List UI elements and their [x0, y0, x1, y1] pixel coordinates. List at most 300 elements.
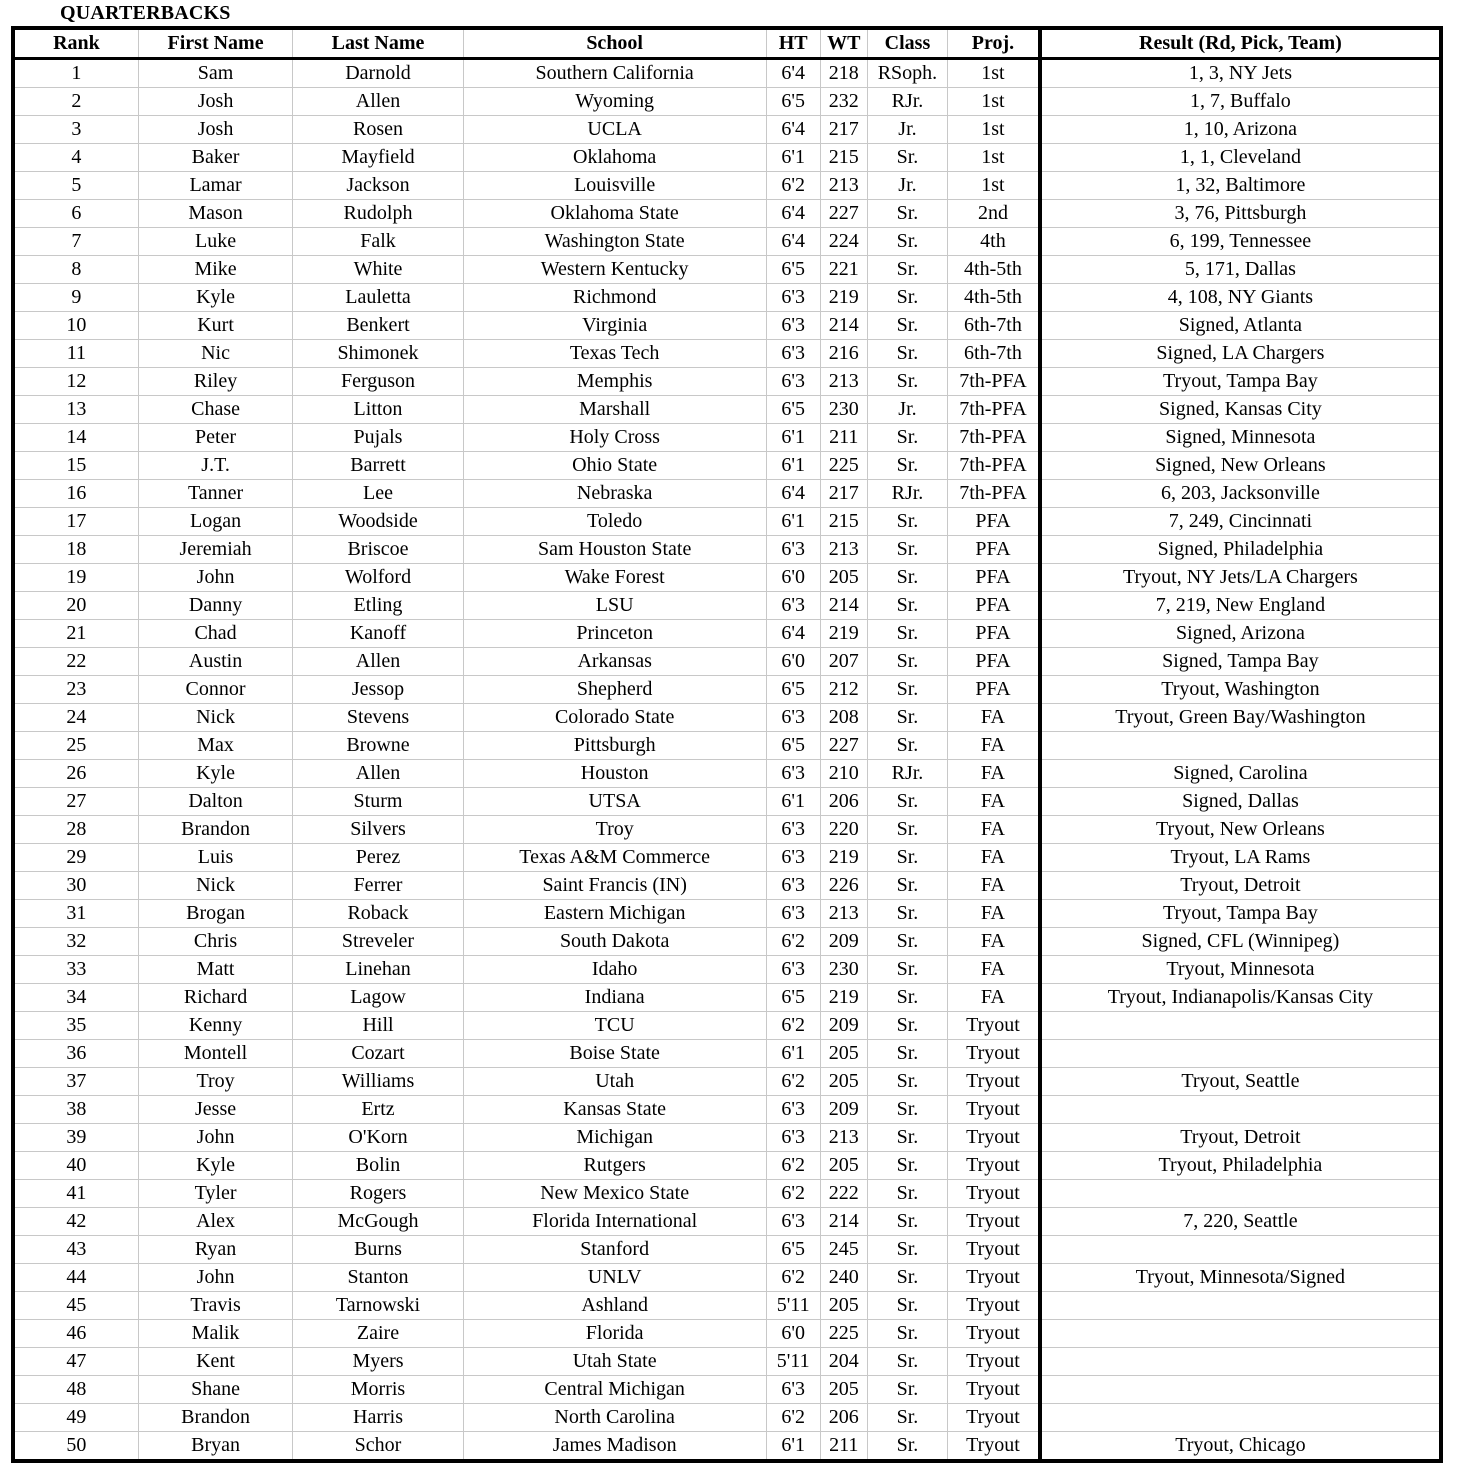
cell-weight: 210: [820, 760, 867, 788]
cell-result: 7, 220, Seattle: [1040, 1208, 1441, 1236]
cell-weight: 211: [820, 1432, 867, 1462]
table-row: [13, 116, 1441, 144]
cell-weight: 215: [820, 144, 867, 172]
cell-result: [1040, 1012, 1441, 1040]
cell-height: 6'4: [766, 228, 820, 256]
table-row: [13, 200, 1441, 228]
cell-result: 1, 1, Cleveland: [1040, 144, 1441, 172]
cell-rank: 26: [13, 760, 138, 788]
cell-class: Sr.: [867, 312, 947, 340]
table-row: [13, 1376, 1441, 1404]
cell-result: Tryout, NY Jets/LA Chargers: [1040, 564, 1441, 592]
cell-first-name: Chris: [138, 928, 292, 956]
cell-height: 6'5: [766, 984, 820, 1012]
table-row: [13, 984, 1441, 1012]
cell-rank: 28: [13, 816, 138, 844]
cell-projection: 6th-7th: [948, 340, 1040, 368]
cell-rank: 22: [13, 648, 138, 676]
table-row: [13, 340, 1441, 368]
cell-result: Signed, Philadelphia: [1040, 536, 1441, 564]
cell-projection: 4th-5th: [948, 284, 1040, 312]
cell-weight: 225: [820, 1320, 867, 1348]
cell-school: Colorado State: [463, 704, 766, 732]
cell-last-name: Jackson: [293, 172, 463, 200]
table-row: [13, 396, 1441, 424]
cell-last-name: Linehan: [293, 956, 463, 984]
cell-height: 6'3: [766, 1376, 820, 1404]
cell-last-name: Roback: [293, 900, 463, 928]
cell-class: Sr.: [867, 228, 947, 256]
cell-rank: 12: [13, 368, 138, 396]
cell-weight: 219: [820, 844, 867, 872]
cell-height: 6'1: [766, 788, 820, 816]
cell-height: 6'3: [766, 760, 820, 788]
cell-result: Tryout, Philadelphia: [1040, 1152, 1441, 1180]
table-row: [13, 1124, 1441, 1152]
cell-weight: 213: [820, 536, 867, 564]
cell-first-name: Mike: [138, 256, 292, 284]
cell-projection: 1st: [948, 116, 1040, 144]
cell-last-name: Stevens: [293, 704, 463, 732]
cell-projection: FA: [948, 844, 1040, 872]
table-row: [13, 1012, 1441, 1040]
cell-first-name: Kyle: [138, 284, 292, 312]
cell-weight: 219: [820, 984, 867, 1012]
cell-school: Shepherd: [463, 676, 766, 704]
cell-last-name: Williams: [293, 1068, 463, 1096]
table-row: [13, 88, 1441, 116]
cell-weight: 205: [820, 1040, 867, 1068]
cell-projection: PFA: [948, 592, 1040, 620]
cell-height: 5'11: [766, 1348, 820, 1376]
cell-last-name: Ferrer: [293, 872, 463, 900]
cell-result: Tryout, Washington: [1040, 676, 1441, 704]
cell-result: 1, 3, NY Jets: [1040, 59, 1441, 88]
table-row: [13, 480, 1441, 508]
cell-result: Tryout, Detroit: [1040, 872, 1441, 900]
cell-projection: 7th-PFA: [948, 480, 1040, 508]
table-row: [13, 760, 1441, 788]
cell-projection: Tryout: [948, 1096, 1040, 1124]
table-row: [13, 1404, 1441, 1432]
cell-class: Sr.: [867, 1012, 947, 1040]
cell-weight: 215: [820, 508, 867, 536]
cell-projection: FA: [948, 900, 1040, 928]
table-row: [13, 1264, 1441, 1292]
cell-class: Sr.: [867, 256, 947, 284]
cell-weight: 205: [820, 1068, 867, 1096]
cell-result: 3, 76, Pittsburgh: [1040, 200, 1441, 228]
cell-first-name: Alex: [138, 1208, 292, 1236]
cell-class: Sr.: [867, 620, 947, 648]
cell-weight: 213: [820, 900, 867, 928]
cell-height: 6'5: [766, 676, 820, 704]
cell-height: 6'2: [766, 1068, 820, 1096]
cell-last-name: Mayfield: [293, 144, 463, 172]
cell-school: Virginia: [463, 312, 766, 340]
cell-last-name: Allen: [293, 648, 463, 676]
cell-height: 6'2: [766, 172, 820, 200]
cell-projection: PFA: [948, 508, 1040, 536]
cell-school: Rutgers: [463, 1152, 766, 1180]
cell-last-name: Silvers: [293, 816, 463, 844]
cell-first-name: Travis: [138, 1292, 292, 1320]
cell-school: Louisville: [463, 172, 766, 200]
cell-result: Signed, Carolina: [1040, 760, 1441, 788]
cell-class: Sr.: [867, 1320, 947, 1348]
cell-projection: Tryout: [948, 1040, 1040, 1068]
table-row: [13, 368, 1441, 396]
cell-projection: PFA: [948, 536, 1040, 564]
table-row: [13, 144, 1441, 172]
table-row: [13, 1208, 1441, 1236]
cell-rank: 45: [13, 1292, 138, 1320]
cell-first-name: Brandon: [138, 1404, 292, 1432]
cell-height: 6'3: [766, 312, 820, 340]
cell-rank: 25: [13, 732, 138, 760]
cell-class: Sr.: [867, 1404, 947, 1432]
cell-school: Kansas State: [463, 1096, 766, 1124]
cell-projection: Tryout: [948, 1236, 1040, 1264]
cell-school: Houston: [463, 760, 766, 788]
cell-class: Sr.: [867, 648, 947, 676]
cell-rank: 17: [13, 508, 138, 536]
table-row: [13, 816, 1441, 844]
cell-height: 6'0: [766, 648, 820, 676]
cell-first-name: Connor: [138, 676, 292, 704]
cell-height: 6'2: [766, 1264, 820, 1292]
cell-height: 6'3: [766, 368, 820, 396]
cell-rank: 40: [13, 1152, 138, 1180]
cell-school: TCU: [463, 1012, 766, 1040]
cell-weight: 207: [820, 648, 867, 676]
cell-weight: 220: [820, 816, 867, 844]
cell-school: Holy Cross: [463, 424, 766, 452]
cell-school: Florida: [463, 1320, 766, 1348]
cell-school: Eastern Michigan: [463, 900, 766, 928]
table-row: [13, 928, 1441, 956]
cell-result: Signed, Kansas City: [1040, 396, 1441, 424]
cell-school: Saint Francis (IN): [463, 872, 766, 900]
cell-school: Western Kentucky: [463, 256, 766, 284]
cell-last-name: Tarnowski: [293, 1292, 463, 1320]
cell-school: Princeton: [463, 620, 766, 648]
cell-first-name: Kyle: [138, 760, 292, 788]
cell-first-name: Logan: [138, 508, 292, 536]
cell-height: 6'3: [766, 592, 820, 620]
cell-first-name: Ryan: [138, 1236, 292, 1264]
cell-first-name: Riley: [138, 368, 292, 396]
cell-last-name: Benkert: [293, 312, 463, 340]
cell-school: Wake Forest: [463, 564, 766, 592]
cell-rank: 39: [13, 1124, 138, 1152]
table-body: [13, 59, 1441, 1462]
col-header-projection: Proj.: [948, 28, 1040, 59]
cell-last-name: Pujals: [293, 424, 463, 452]
cell-weight: 230: [820, 956, 867, 984]
cell-class: Jr.: [867, 396, 947, 424]
cell-first-name: Jeremiah: [138, 536, 292, 564]
cell-projection: FA: [948, 732, 1040, 760]
cell-first-name: Montell: [138, 1040, 292, 1068]
cell-result: Tryout, LA Rams: [1040, 844, 1441, 872]
cell-rank: 19: [13, 564, 138, 592]
cell-class: Sr.: [867, 1432, 947, 1462]
cell-height: 6'1: [766, 424, 820, 452]
cell-school: Central Michigan: [463, 1376, 766, 1404]
cell-weight: 214: [820, 312, 867, 340]
cell-first-name: Baker: [138, 144, 292, 172]
cell-weight: 230: [820, 396, 867, 424]
cell-school: UCLA: [463, 116, 766, 144]
cell-class: Sr.: [867, 368, 947, 396]
cell-weight: 206: [820, 1404, 867, 1432]
cell-weight: 224: [820, 228, 867, 256]
cell-first-name: Josh: [138, 88, 292, 116]
cell-school: Stanford: [463, 1236, 766, 1264]
cell-school: Texas A&M Commerce: [463, 844, 766, 872]
cell-class: Sr.: [867, 1236, 947, 1264]
col-header-weight: WT: [820, 28, 867, 59]
cell-height: 6'4: [766, 59, 820, 88]
cell-height: 6'2: [766, 1012, 820, 1040]
cell-school: North Carolina: [463, 1404, 766, 1432]
cell-class: Sr.: [867, 1180, 947, 1208]
cell-result: Tryout, Green Bay/Washington: [1040, 704, 1441, 732]
cell-result: [1040, 1236, 1441, 1264]
cell-class: Sr.: [867, 956, 947, 984]
cell-last-name: Lauletta: [293, 284, 463, 312]
page-title: QUARTERBACKS: [60, 2, 231, 24]
col-header-rank: Rank: [13, 28, 138, 59]
cell-last-name: Harris: [293, 1404, 463, 1432]
cell-height: 6'3: [766, 1096, 820, 1124]
cell-height: 6'3: [766, 1208, 820, 1236]
col-header-result: Result (Rd, Pick, Team): [1040, 28, 1441, 59]
table-row: [13, 1348, 1441, 1376]
cell-weight: 218: [820, 59, 867, 88]
cell-weight: 240: [820, 1264, 867, 1292]
cell-first-name: Mason: [138, 200, 292, 228]
table-row: [13, 956, 1441, 984]
cell-rank: 30: [13, 872, 138, 900]
table-row: [13, 312, 1441, 340]
cell-rank: 13: [13, 396, 138, 424]
cell-weight: 205: [820, 1376, 867, 1404]
cell-projection: PFA: [948, 648, 1040, 676]
table-row: [13, 1236, 1441, 1264]
cell-last-name: Bolin: [293, 1152, 463, 1180]
cell-result: 7, 249, Cincinnati: [1040, 508, 1441, 536]
cell-last-name: Lagow: [293, 984, 463, 1012]
cell-first-name: Austin: [138, 648, 292, 676]
cell-class: Sr.: [867, 984, 947, 1012]
cell-last-name: Etling: [293, 592, 463, 620]
cell-last-name: Rogers: [293, 1180, 463, 1208]
cell-first-name: Sam: [138, 59, 292, 88]
cell-projection: PFA: [948, 676, 1040, 704]
cell-result: 1, 10, Arizona: [1040, 116, 1441, 144]
cell-first-name: Nic: [138, 340, 292, 368]
cell-height: 6'2: [766, 1180, 820, 1208]
cell-height: 6'4: [766, 116, 820, 144]
cell-school: Utah: [463, 1068, 766, 1096]
cell-projection: Tryout: [948, 1208, 1040, 1236]
cell-result: 6, 199, Tennessee: [1040, 228, 1441, 256]
cell-projection: Tryout: [948, 1264, 1040, 1292]
table-row: [13, 1096, 1441, 1124]
cell-projection: Tryout: [948, 1124, 1040, 1152]
cell-weight: 209: [820, 1012, 867, 1040]
cell-last-name: Woodside: [293, 508, 463, 536]
cell-class: Sr.: [867, 592, 947, 620]
cell-weight: 227: [820, 732, 867, 760]
cell-result: Signed, Atlanta: [1040, 312, 1441, 340]
cell-school: Michigan: [463, 1124, 766, 1152]
table-row: [13, 872, 1441, 900]
col-header-last-name: Last Name: [293, 28, 463, 59]
cell-projection: PFA: [948, 564, 1040, 592]
table-row: [13, 732, 1441, 760]
table-row: [13, 508, 1441, 536]
cell-school: Idaho: [463, 956, 766, 984]
cell-school: Troy: [463, 816, 766, 844]
cell-projection: 4th-5th: [948, 256, 1040, 284]
cell-weight: 213: [820, 1124, 867, 1152]
cell-class: Sr.: [867, 704, 947, 732]
cell-last-name: Browne: [293, 732, 463, 760]
cell-weight: 225: [820, 452, 867, 480]
table-row: [13, 1320, 1441, 1348]
cell-weight: 205: [820, 564, 867, 592]
cell-result: Tryout, Tampa Bay: [1040, 368, 1441, 396]
cell-rank: 6: [13, 200, 138, 228]
cell-class: Sr.: [867, 452, 947, 480]
cell-projection: Tryout: [948, 1180, 1040, 1208]
table-row: [13, 1180, 1441, 1208]
cell-rank: 21: [13, 620, 138, 648]
cell-school: Richmond: [463, 284, 766, 312]
cell-first-name: Nick: [138, 704, 292, 732]
cell-school: UTSA: [463, 788, 766, 816]
cell-class: Sr.: [867, 1208, 947, 1236]
cell-weight: 217: [820, 116, 867, 144]
table-row: [13, 676, 1441, 704]
cell-weight: 219: [820, 620, 867, 648]
cell-projection: Tryout: [948, 1068, 1040, 1096]
cell-school: Sam Houston State: [463, 536, 766, 564]
cell-school: Texas Tech: [463, 340, 766, 368]
cell-first-name: Chase: [138, 396, 292, 424]
cell-last-name: Rosen: [293, 116, 463, 144]
cell-height: 6'0: [766, 1320, 820, 1348]
cell-weight: 217: [820, 480, 867, 508]
cell-height: 6'4: [766, 620, 820, 648]
cell-height: 6'2: [766, 1404, 820, 1432]
cell-height: 6'5: [766, 88, 820, 116]
cell-rank: 42: [13, 1208, 138, 1236]
cell-class: Sr.: [867, 1376, 947, 1404]
cell-weight: 209: [820, 1096, 867, 1124]
table-row: [13, 284, 1441, 312]
cell-height: 6'1: [766, 1432, 820, 1462]
cell-rank: 15: [13, 452, 138, 480]
cell-class: Sr.: [867, 928, 947, 956]
cell-class: Sr.: [867, 732, 947, 760]
cell-rank: 34: [13, 984, 138, 1012]
cell-school: Florida International: [463, 1208, 766, 1236]
cell-projection: 1st: [948, 144, 1040, 172]
col-header-school: School: [463, 28, 766, 59]
cell-result: 7, 219, New England: [1040, 592, 1441, 620]
cell-weight: 213: [820, 368, 867, 396]
cell-rank: 7: [13, 228, 138, 256]
cell-last-name: Ferguson: [293, 368, 463, 396]
cell-result: 6, 203, Jacksonville: [1040, 480, 1441, 508]
table-row: [13, 536, 1441, 564]
cell-projection: 7th-PFA: [948, 452, 1040, 480]
cell-weight: 205: [820, 1152, 867, 1180]
cell-result: Tryout, Minnesota/Signed: [1040, 1264, 1441, 1292]
col-header-class: Class: [867, 28, 947, 59]
cell-school: Indiana: [463, 984, 766, 1012]
cell-rank: 29: [13, 844, 138, 872]
cell-rank: 47: [13, 1348, 138, 1376]
cell-class: Sr.: [867, 424, 947, 452]
cell-projection: FA: [948, 984, 1040, 1012]
cell-last-name: Kanoff: [293, 620, 463, 648]
cell-last-name: Barrett: [293, 452, 463, 480]
cell-result: [1040, 1320, 1441, 1348]
cell-first-name: Max: [138, 732, 292, 760]
cell-weight: 206: [820, 788, 867, 816]
cell-school: Arkansas: [463, 648, 766, 676]
cell-last-name: Streveler: [293, 928, 463, 956]
cell-rank: 16: [13, 480, 138, 508]
table-row: [13, 1068, 1441, 1096]
cell-height: 6'3: [766, 536, 820, 564]
cell-class: Sr.: [867, 1152, 947, 1180]
cell-rank: 8: [13, 256, 138, 284]
cell-class: Jr.: [867, 172, 947, 200]
cell-last-name: Cozart: [293, 1040, 463, 1068]
cell-last-name: Morris: [293, 1376, 463, 1404]
cell-weight: 219: [820, 284, 867, 312]
cell-weight: 226: [820, 872, 867, 900]
cell-first-name: John: [138, 564, 292, 592]
cell-class: Sr.: [867, 508, 947, 536]
cell-rank: 9: [13, 284, 138, 312]
cell-last-name: Stanton: [293, 1264, 463, 1292]
cell-result: [1040, 732, 1441, 760]
cell-last-name: Burns: [293, 1236, 463, 1264]
cell-height: 6'3: [766, 956, 820, 984]
cell-projection: 7th-PFA: [948, 368, 1040, 396]
cell-result: [1040, 1040, 1441, 1068]
table-row: [13, 1040, 1441, 1068]
cell-school: Utah State: [463, 1348, 766, 1376]
header-row: [13, 28, 1441, 59]
cell-projection: Tryout: [948, 1152, 1040, 1180]
cell-rank: 36: [13, 1040, 138, 1068]
cell-first-name: Kyle: [138, 1152, 292, 1180]
cell-result: Signed, Tampa Bay: [1040, 648, 1441, 676]
cell-result: Tryout, Chicago: [1175, 1434, 1306, 1456]
cell-last-name: O'Korn: [293, 1124, 463, 1152]
cell-rank: 20: [13, 592, 138, 620]
cell-rank: 33: [13, 956, 138, 984]
cell-class: Sr.: [867, 340, 947, 368]
